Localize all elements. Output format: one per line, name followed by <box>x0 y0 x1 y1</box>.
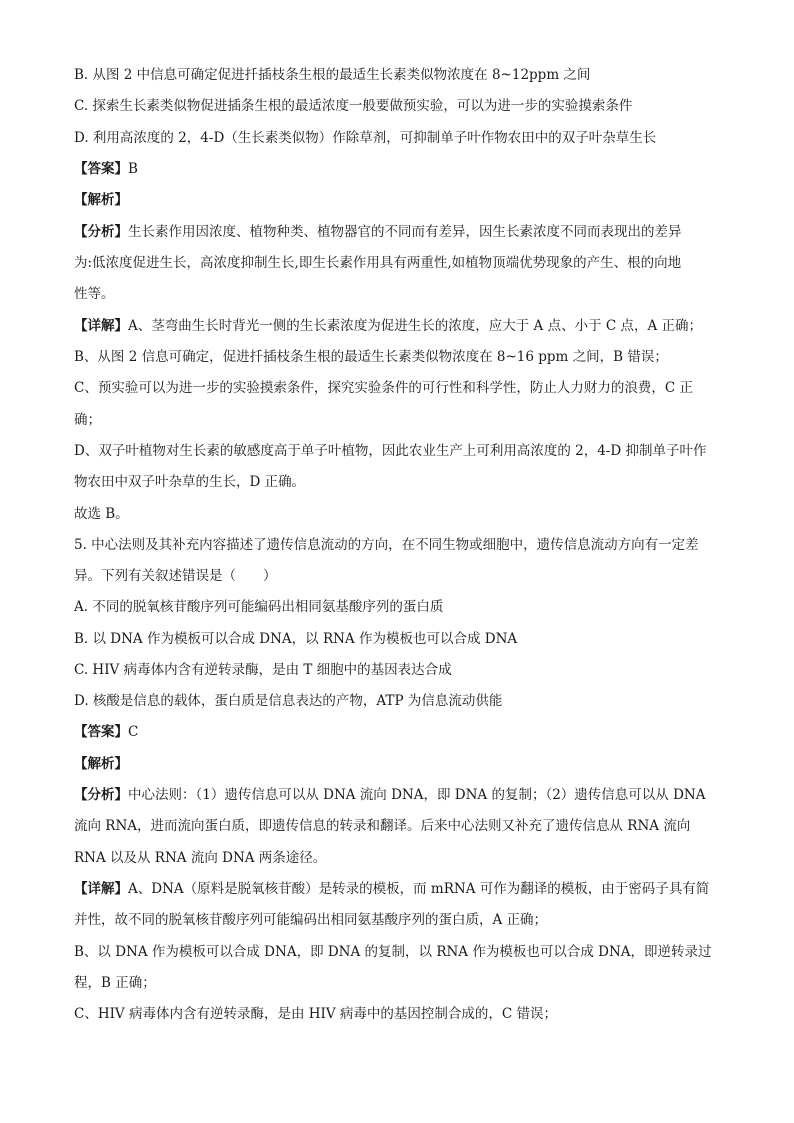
text-line: 【详解】A、DNA（原料是脱氧核苷酸）是转录的模板，而 mRNA 可作为翻译的模板，由于密码子具有简 <box>74 881 710 897</box>
question-stem: 5. 中心法则及其补充内容描述了遗传信息流动的方向，在不同生物或细胞中，遗传信息流动方向有一定差 <box>74 537 699 553</box>
text-line: C. 探索生长素类似物促进插条生根的最适浓度一般要做预实验，可以为进一步的实验摸索条件 <box>74 98 633 114</box>
text-line: D、双子叶植物对生长素的敏感度高于单子叶植物，因此农业生产上可利用高浓度的 2，4-D 抑制单子叶作 <box>74 443 707 459</box>
text-line: B、从图 2 信息可确定，促进扦插枝条生根的最适生长素类似物浓度在 8~16 ppm 之间，B 错误； <box>74 349 668 365</box>
option-b: B. 以 DNA 作为模板可以合成 DNA，以 RNA 作为模板也可以合成 DNA <box>74 631 518 647</box>
text-line: C、预实验可以为进一步的实验摸索条件，探究实验条件的可行性和科学性，防止人力财力的浪费，C 正 <box>74 380 693 396</box>
text-line: D. 利用高浓度的 2，4-D（生长素类似物）作除草剂，可抑制单子叶作物农田中的双子叶杂草生长 <box>74 130 657 146</box>
text-line: 【详解】A、茎弯曲生长时背光一侧的生长素浓度为促进生长的浓度，应大于 A 点、小于 C 点，A 正确； <box>74 318 703 334</box>
text-line: 性等。 <box>74 286 115 302</box>
text-line: 程，B 正确； <box>74 975 156 991</box>
analysis-heading: 【解析】 <box>74 756 128 772</box>
text-line: 为:低浓度促进生长，高浓度抑制生长,即生长素作用具有两重性,如植物顶端优势现象的产生、根的向地 <box>74 255 682 271</box>
text-line: 【分析】生长素作用因浓度、植物种类、植物器官的不同而有差异，因生长素浓度不同而表现出的差异 <box>74 224 682 240</box>
question-stem: 异。下列有关叙述错误是（ ） <box>74 568 277 584</box>
text-line: 【分析】中心法则：（1）遗传信息可以从 DNA 流向 DNA，即 DNA 的复制；（2）遗传信息可以从 DNA <box>74 787 706 803</box>
text-line: C、HIV 病毒体内含有逆转录酶，是由 HIV 病毒中的基因控制合成的，C 错误； <box>74 1006 558 1022</box>
option-d: D. 核酸是信息的载体，蛋白质是信息表达的产物，ATP 为信息流动供能 <box>74 693 503 709</box>
text-line: B. 从图 2 中信息可确定促进扦插枝条生根的最适生长素类似物浓度在 8~12ppm 之间 <box>74 67 591 83</box>
text-line: 确； <box>74 412 101 428</box>
answer-line: 【答案】B <box>74 161 138 177</box>
text-line: B、以 DNA 作为模板可以合成 DNA，即 DNA 的复制，以 RNA 作为模板也可以合成 DNA，即逆转录过 <box>74 944 712 960</box>
text-line: 并性，故不同的脱氧核苷酸序列可能编码出相同氨基酸序列的蛋白质，A 正确； <box>74 912 548 928</box>
text-line: RNA 以及从 RNA 流向 DNA 两条途径。 <box>74 850 327 866</box>
text-line: 故选 B。 <box>74 506 129 522</box>
answer-line: 【答案】C <box>74 724 139 740</box>
analysis-heading: 【解析】 <box>74 192 128 208</box>
option-c: C. HIV 病毒体内含有逆转录酶，是由 T 细胞中的基因表达合成 <box>74 662 452 678</box>
text-line: 物农田中双子叶杂草的生长，D 正确。 <box>74 474 306 490</box>
text-line: 流向 RNA，进而流向蛋白质，即遗传信息的转录和翻译。后来中心法则又补充了遗传信息从 RNA 流向 <box>74 818 691 834</box>
option-a: A. 不同的脱氧核苷酸序列可能编码出相同氨基酸序列的蛋白质 <box>74 599 444 615</box>
